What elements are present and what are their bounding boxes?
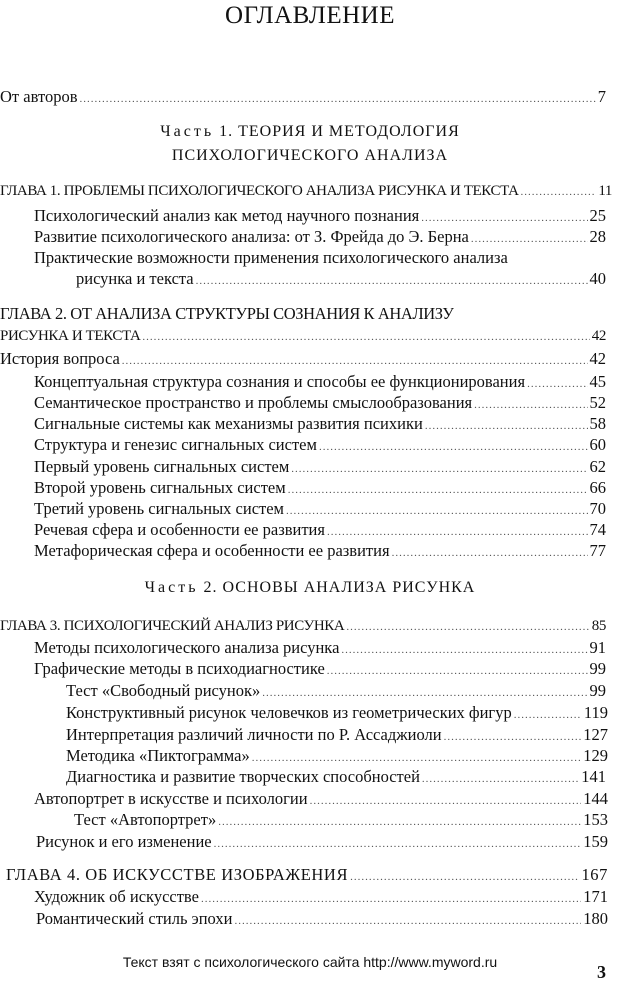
leader-dots (80, 88, 596, 110)
leader-dots (122, 350, 588, 372)
part-1-heading (0, 121, 620, 143)
toc-entry-label: Автопортрет в искусстве и психологии (34, 789, 308, 808)
toc-entry[interactable] (34, 658, 606, 680)
toc-entry-label: Методы психологического анализа рисунка (34, 638, 340, 657)
toc-entry-page: 91 (589, 638, 606, 657)
toc-entry-page: 25 (589, 206, 606, 225)
toc-entry-label: ГЛАВА 3. ПСИХОЛОГИЧЕСКИЙ АНАЛИЗ РИСУНКА (0, 618, 345, 634)
toc-entry-page: 99 (589, 659, 606, 678)
toc-entry[interactable] (34, 413, 606, 435)
toc-entry[interactable] (34, 498, 606, 520)
part-title: ОСНОВЫ АНАЛИЗА РИСУНКА (222, 579, 476, 596)
leader-dots (319, 436, 588, 458)
toc-entry-page: 62 (589, 457, 606, 476)
toc-entry[interactable] (34, 434, 606, 456)
leader-dots (327, 660, 588, 682)
toc-entry-label: Первый уровень сигнальных систем (34, 457, 290, 476)
toc-entry-label: Второй уровень сигнальных систем (34, 478, 286, 497)
page-number: 3 (597, 962, 606, 982)
toc-entry-chapter-2[interactable] (0, 325, 606, 347)
toc-entry[interactable] (34, 637, 606, 659)
page-title: ОГЛАВЛЕНИЕ (225, 2, 395, 29)
toc-entry-label: Концептуальная структура сознания и способы ее функционирования (34, 372, 526, 391)
toc-entry-chapter-4[interactable] (6, 864, 608, 886)
toc-entry-page: 159 (583, 832, 608, 851)
toc-entry-page: 66 (589, 478, 606, 497)
toc-entry-page: 99 (589, 681, 606, 700)
leader-dots (234, 910, 581, 932)
part-word: Часть (144, 579, 199, 596)
toc-entry-page: 7 (597, 87, 606, 106)
toc-entry-page: 45 (589, 372, 606, 391)
leader-dots (422, 768, 579, 790)
toc-entry[interactable] (36, 908, 608, 930)
leader-dots (350, 866, 579, 888)
toc-entry-page: 74 (589, 520, 606, 539)
leader-dots (392, 542, 588, 564)
toc-entry-page: 167 (581, 865, 608, 884)
toc-entry-from-authors[interactable] (0, 86, 606, 108)
part-number: 1. (219, 123, 234, 140)
toc-entry[interactable] (36, 831, 608, 853)
toc-entry-page: 42 (591, 328, 606, 344)
toc-entry[interactable] (34, 540, 606, 562)
toc-entry-label: ГЛАВА 4. ОБ ИСКУССТВЕ ИЗОБРАЖЕНИЯ (6, 865, 349, 884)
toc-entry[interactable] (34, 788, 608, 810)
toc-entry-page: 70 (589, 499, 606, 518)
toc-entry[interactable] (34, 886, 608, 908)
toc-entry-label: Тест «Свободный рисунок» (66, 681, 261, 700)
leader-dots (262, 682, 587, 704)
leader-dots (218, 811, 581, 833)
toc-entry[interactable] (34, 226, 606, 248)
toc-entry-page: 11 (598, 183, 612, 199)
toc-entry-label: Романтический стиль эпохи (36, 909, 233, 928)
toc-entry-label: рисунка и текста (76, 269, 194, 288)
toc-entry-label: Речевая сфера и особенности ее развития (34, 520, 325, 539)
toc-entry-label: Диагностика и развитие творческих способностей (66, 767, 420, 786)
toc-entry-page: 52 (589, 393, 606, 412)
toc-entry-page: 129 (583, 746, 608, 765)
toc-entry-label: Графические методы в психодиагностике (34, 659, 325, 678)
leader-dots (346, 616, 589, 638)
toc-entry-label: ГЛАВА 1. ПРОБЛЕМЫ ПСИХОЛОГИЧЕСКОГО АНАЛИЗА РИСУНКА И ТЕКСТА (0, 183, 519, 199)
toc-entry-label: Методика «Пиктограмма» (66, 746, 250, 765)
toc-entry-label: Конструктивный рисунок человечков из геометрических фигур (66, 703, 512, 722)
part-number: 2. (203, 579, 218, 596)
toc-entry-page: 40 (589, 269, 606, 288)
part-1-heading-line2: ПСИХОЛОГИЧЕСКОГО АНАЛИЗА (171, 147, 449, 164)
toc-entry-label: История вопроса (0, 349, 120, 368)
toc-entry-label: Психологический анализ как метод научного познания (34, 206, 420, 225)
footer-source-text: Текст взят с психологического сайта http://www.myword.ru (122, 954, 498, 970)
part-2-heading (0, 577, 620, 599)
toc-entry[interactable] (66, 724, 608, 746)
toc-entry-page: 85 (591, 618, 606, 634)
toc-entry-label: Третий уровень сигнальных систем (34, 499, 284, 518)
toc-entry[interactable] (34, 477, 606, 499)
leader-dots (214, 833, 582, 855)
toc-entry[interactable] (66, 745, 608, 767)
toc-entry-page: 42 (589, 349, 606, 368)
toc-entry-chapter-1[interactable] (0, 180, 612, 202)
toc-entry-page: 60 (589, 435, 606, 454)
toc-entry[interactable] (76, 268, 606, 290)
leader-dots (514, 704, 582, 726)
part-word: Часть (160, 123, 215, 140)
toc-entry[interactable] (34, 456, 606, 478)
leader-dots (142, 326, 589, 348)
leader-dots (201, 888, 581, 910)
toc-entry[interactable] (0, 348, 606, 370)
toc-entry[interactable] (66, 702, 608, 724)
toc-entry-page: 77 (589, 541, 606, 560)
toc-entry[interactable] (66, 680, 606, 702)
toc-entry-page: 153 (583, 810, 608, 829)
toc-entry-label: Интерпретация различий личности по Р. Ассаджиоли (66, 725, 442, 744)
toc-chapter-2-line1: ГЛАВА 2. ОТ АНАЛИЗА СТРУКТУРЫ СОЗНАНИЯ К АНАЛИЗУ (0, 304, 454, 323)
toc-entry-label: РИСУНКА И ТЕКСТА (0, 328, 141, 344)
toc-entry[interactable] (74, 809, 608, 831)
toc-entry-page: 144 (583, 789, 608, 808)
toc-entry-label: Развитие психологического анализа: от З. Фрейда до Э. Берна (34, 227, 469, 246)
toc-entry-label: Рисунок и его изменение (36, 832, 212, 851)
toc-entry-label: Метафорическая сфера и особенности ее развития (34, 541, 390, 560)
toc-entry[interactable] (34, 392, 606, 414)
part-title: ТЕОРИЯ И МЕТОДОЛОГИЯ (238, 123, 460, 140)
toc-entry-page: 58 (589, 414, 606, 433)
toc-entry[interactable] (34, 371, 606, 393)
toc-entry-page: 127 (583, 725, 608, 744)
toc-entry-label: Сигнальные системы как механизмы развития психики (34, 414, 423, 433)
toc-entry-page: 28 (589, 227, 606, 246)
toc-entry-chapter-3[interactable] (0, 615, 606, 637)
toc-entry-label: Структура и генезис сигнальных систем (34, 435, 317, 454)
toc-entry[interactable] (66, 766, 606, 788)
toc-entry[interactable] (34, 519, 606, 541)
leader-dots (521, 181, 597, 203)
toc-entry-page: 141 (581, 767, 606, 786)
toc-entry-label: От авторов (0, 87, 78, 106)
toc-entry-page: 180 (583, 909, 608, 928)
toc-entry-label: Тест «Автопортрет» (74, 810, 217, 829)
toc-entry-page: 119 (583, 703, 608, 722)
toc-entry[interactable] (34, 205, 606, 227)
toc-entry-page: 171 (583, 887, 608, 906)
toc-entry-label: Художник об искусстве (34, 887, 199, 906)
toc-entry-label: Семантическое пространство и проблемы смыслообразования (34, 393, 473, 412)
toc-entry-label-line1: Практические возможности применения психологического анализа (34, 248, 508, 267)
leader-dots (196, 270, 588, 292)
